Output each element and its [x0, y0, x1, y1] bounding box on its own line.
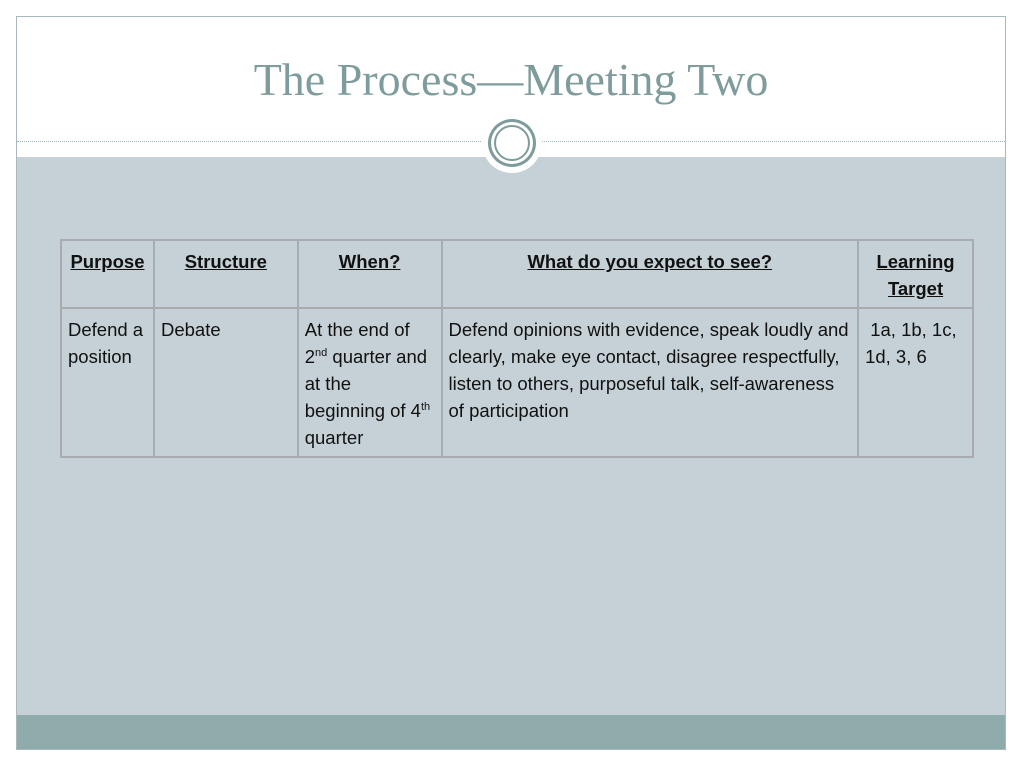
cell-expect: Defend opinions with evidence, speak loudly and clearly, make eye contact, disagree respectfully, listen to others, purposeful talk, self-awareness of participation [442, 308, 859, 457]
header-when: When? [298, 240, 442, 308]
slide-title: The Process—Meeting Two [253, 54, 769, 105]
table-header-row [61, 240, 973, 308]
when-text-3: quarter [304, 427, 364, 448]
when-text-1: At the end of 2 [304, 319, 410, 367]
when-ordinal-2: th [420, 401, 431, 413]
slide-frame [16, 16, 1006, 750]
when-ordinal-1: nd [315, 347, 328, 359]
header-purpose: Purpose [61, 240, 154, 308]
cell-when [298, 308, 442, 457]
table-row [61, 308, 973, 457]
header-learning-target: Learning Target [858, 240, 973, 308]
cell-structure: Debate [154, 308, 298, 457]
ring-ornament-icon [482, 113, 542, 173]
process-table [60, 239, 974, 458]
cell-purpose: Defend a position [61, 308, 154, 457]
when-text-2: quarter and at the beginning of 4 [304, 346, 428, 421]
header-expect: What do you expect to see? [442, 240, 859, 308]
footer-bar [17, 715, 1005, 749]
header-structure: Structure [154, 240, 298, 308]
cell-learning-target: 1a, 1b, 1c, 1d, 3, 6 [858, 308, 973, 457]
